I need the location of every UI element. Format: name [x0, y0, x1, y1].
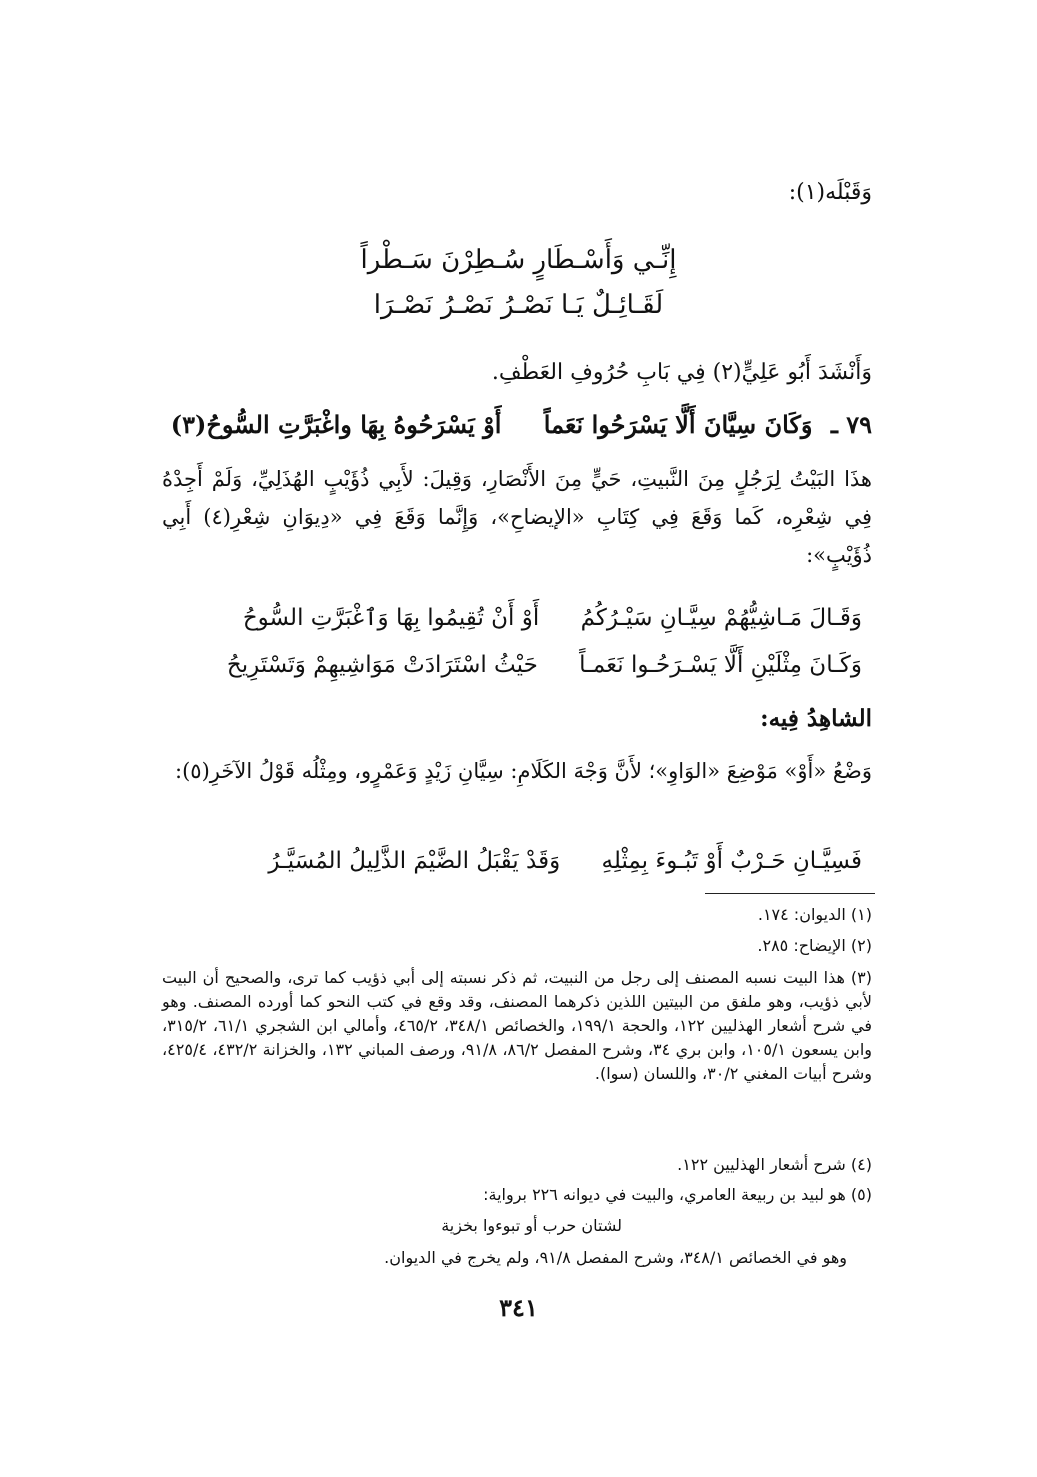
verse-hemistich-1: وَكَانَ سِيَّانَ أَلَّا يَسْرَحُوا نَعَماً — [543, 410, 813, 439]
anshad-line: وَأَنْشَدَ أَبُو عَلِيٍّ(٢) فِي بَابِ حُرُوفِ العَطْفِ. — [491, 360, 872, 385]
verse-79 — [152, 410, 872, 439]
poem3-hemistich-1: فَسِيَّـانِ حَـرْبٌ أَوْ تَبُـوءَ بِمِثْلِهِ — [601, 848, 862, 874]
footnote-4: (٤) شرح أشعار الهذليين ١٢٢. — [677, 1155, 872, 1174]
footnote-3: (٣) هذا البيت نسبه المصنف إلى رجل من النبيت، ثم ذكر نسبته إلى أبي ذؤيب كما ترى، والصحيح أن البيت لأبي ذؤيب، وهو ملفق من البيتين اللذين ذكرهما المصنف، وقد وقع في كتب النحو كما أورده المصنف. وهو في شرح أشعار الهذليين ١٢٢، والحجة ١٩٩/١، والخصائص ٣٤٨/١، ٤٦٥/٢، وأمالي ابن الشجري ٦١/١، ٣١٥/٢، وابن يسعون ١٠٥/١، وابن بري ٣٤، وشرح المفصل ٨٦/٢، ٩١/٨، ورصف المباني ١٣٢، والخزانة ٤٣٢/٢، ٤٢٥/٤، وشرح أبيات المغني ٣٠/٢، واللسان (سوا). — [162, 968, 873, 1083]
poem1-line2: لَقَـائِـلٌ يَـا نَصْـرُ نَصْـرُ نَصْـرَا — [373, 290, 664, 320]
intro-label: وَقَبْلَه(١): — [788, 180, 872, 205]
shahid-paragraph: وَضْعُ «أَوْ» مَوْضِعَ «الوَاوِ»؛ لأَنَّ وَجْهَ الكَلَامِ: سِيَّانِ زَيْدٍ وَعَمْرٍو، ومِثْلُه قَوْلُ الآخَرِ(٥): — [175, 759, 872, 783]
footnote-5-end: وهو في الخصائص ٣٤٨/١، وشرح المفصل ٩١/٨، ولم يخرج في الديوان. — [384, 1248, 847, 1267]
page-number: ٣٤١ — [499, 1293, 538, 1322]
poem2-row2-hemistich-1: وَكَـانَ مِثْلَيْنِ أَلَّا يَسْـرَحُـوا نَعَمـاً — [579, 652, 862, 678]
poem2-row1-hemistich-1: وَقَـالَ مَـاشِيُّهُمْ سِيَّـانِ سَيْـرُكُمُ — [580, 605, 862, 631]
poem3-row — [268, 848, 862, 874]
poem2-row1-hemistich-2: أَوْ أَنْ تُقِيمُوا بِهَا وَٱغْبَرَّتِ السُّوحُ — [242, 605, 540, 631]
poem2-row2-hemistich-2: حَيْثُ اسْتَرَادَتْ مَوَاشِيهِمْ وَتَسْتَرِيحُ — [226, 652, 538, 678]
verse-hemistich-2: أَوْ يَسْرَحُوهُ بِهَا واغْبَرَّتِ السُّوحُ(٣) — [170, 410, 502, 439]
footnote-1: (١) الديوان: ١٧٤. — [757, 905, 872, 924]
commentary-paragraph: هذَا البَيْتُ لِرَجُلٍ مِنَ النَّبيتِ، حَيٍّ مِنَ الأَنْصَارِ، وَقِيلَ: لأَبِي ذُؤَيْبٍ الهُذَلِيِّ، وَلَمْ أَجِدْهُ فِي شِعْرِه، كَما وَقَعَ فِي كِتَابِ «الإيضاحِ»، وَإِنَّما وَقَعَ فِي «دِيوَانِ شِعْرِ(٤) أَبِي ذُؤَيْبٍ»: — [162, 467, 872, 567]
verse-number: ٧٩ ـ — [830, 410, 872, 439]
footnote-divider — [705, 893, 875, 894]
footnote-5: (٥) هو لبيد بن ربيعة العامري، والبيت في ديوانه ٢٢٦ برواية: — [483, 1185, 872, 1204]
poem2-row-2 — [227, 652, 862, 678]
poem2-row-1 — [243, 605, 862, 631]
footnote-5-verse: لشتان حرب أو تبوءوا بخزية — [441, 1216, 622, 1235]
shahid-heading: الشاهِدُ فِيه: — [760, 705, 872, 732]
poem1-line1: إِنِّـي وَأَسْـطَارٍ سُـطِرْنَ سَـطْراً — [360, 245, 677, 275]
footnote-2: (٢) الإيضاح: ٢٨٥. — [757, 936, 872, 955]
poem3-hemistich-2: وَقَدْ يَقْبَلُ الضَّيْمَ الذَّلِيلُ المُسَيَّـرُ — [268, 848, 561, 874]
